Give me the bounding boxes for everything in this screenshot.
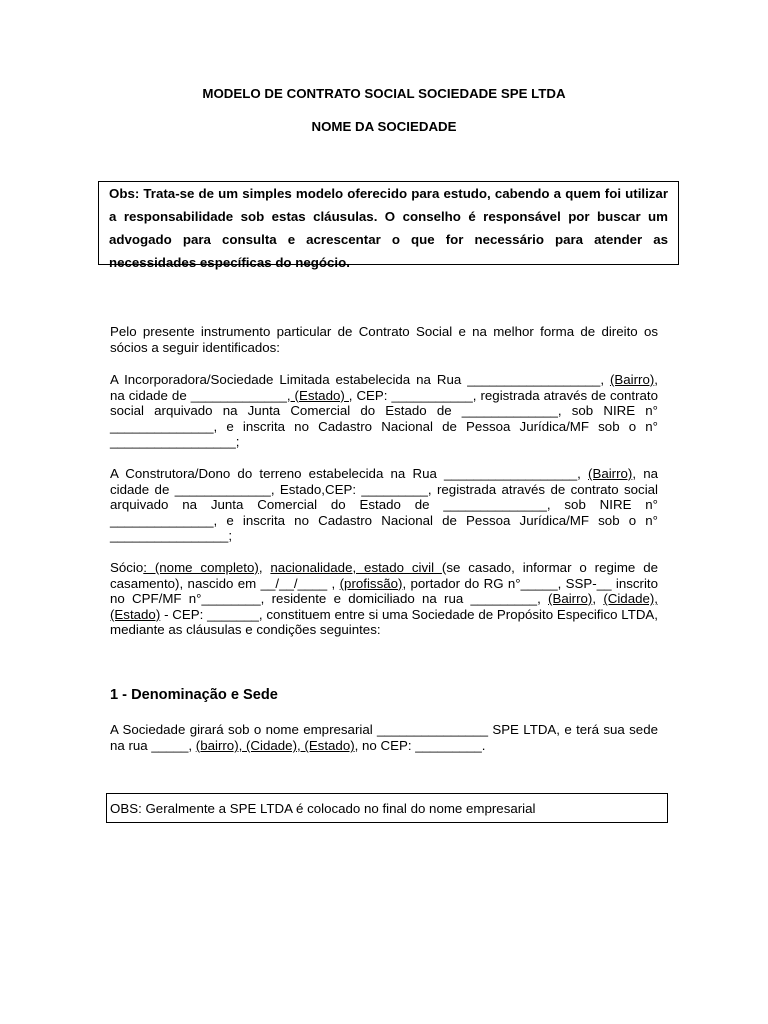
incorporadora-estado: (Estado) , — [290, 387, 353, 403]
incorporadora-text-1: A Incorporadora/Sociedade Limitada estabelecida na Rua __________________, — [110, 372, 605, 387]
section-heading-denominacao: 1 - Denominação e Sede — [110, 687, 278, 703]
socio-nacionalidade: nacionalidade, estado civil — [270, 560, 442, 575]
socio-text-5: , — [592, 591, 604, 607]
construtora-text-1: A Construtora/Dono do terreno estabelecida na Rua __________________, — [110, 466, 589, 481]
socio-text-3: (se casado, informar o regime de casamento), nascido em __/__/____ , — [110, 560, 658, 591]
socio-text-4: , portador do RG n°_____, SSP-__ inscrito no CPF/MF n°________, residente e domiciliado na rua _________, — [110, 575, 659, 607]
incorporadora-text-2: , na cidade de _____________, — [110, 372, 658, 403]
document-subtitle: NOME DA SOCIEDADE — [311, 119, 457, 134]
socio-profissao: (profissão) — [339, 575, 403, 591]
socio-paragraph — [110, 560, 658, 638]
incorporadora-paragraph — [110, 372, 658, 450]
obs-notice-box — [98, 181, 679, 270]
construtora-bairro: (Bairro) — [588, 466, 633, 481]
socio-nome: : (nome completo) — [143, 560, 259, 575]
obs-note-box — [106, 793, 668, 823]
sede-text-1: A Sociedade girará sob o nome empresarial _______________ SPE LTDA, e terá sua sede na rua _____, — [110, 722, 658, 753]
socio-bairro: (Bairro) — [548, 591, 593, 607]
intro-paragraph — [110, 324, 658, 355]
incorporadora-text-3: CEP: ___________, registrada através de contrato social arquivado na Junta Comercial do Estado de _____________, sob NIRE n° ______________, e inscrita no Cadastro Nacional de Pessoa Jurídica/MF sob o n° _________________; — [110, 387, 658, 450]
obs-note-text: OBS: Geralmente a SPE LTDA é colocado no final do nome empresarial — [110, 801, 536, 816]
obs-notice-text: Obs: Trata-se de um simples modelo oferecido para estudo, cabendo a quem foi utilizar a responsabilidade sob estas cláusulas. O conselho é responsável por buscar um advogado para consulta e acrescentar o que for necessário para atender as necessidades específicas do negócio. — [109, 186, 668, 270]
socio-text-2: , — [258, 560, 271, 575]
socio-text-6: - CEP: _______, constituem entre si uma Sociedade de Propósito Especifico LTDA, mediante as cláusulas e condições seguintes: — [110, 606, 658, 638]
incorporadora-bairro: (Bairro) — [609, 372, 655, 387]
construtora-paragraph — [110, 466, 658, 544]
socio-cidade-estado: (Cidade), (Estado) — [110, 591, 658, 622]
sede-local: (bairro), (Cidade), (Estado) — [195, 738, 355, 753]
document-title: MODELO DE CONTRATO SOCIAL SOCIEDADE SPE LTDA — [202, 86, 566, 101]
socio-text-1: Sócio — [110, 560, 144, 575]
intro-text: Pelo presente instrumento particular de Contrato Social e na melhor forma de direito os sócios a seguir identificados: — [110, 324, 658, 355]
construtora-text-2: , na cidade de _____________, Estado,CEP: _________, registrada através de contrato social arquivado na Junta Comercial do Estado de ______________, sob NIRE n° ______________, e inscrita no Cadastro Nacional de Pessoa Jurídica/MF sob o n° ________________; — [110, 466, 658, 544]
sede-text-2: , no CEP: _________. — [354, 738, 486, 753]
sede-paragraph — [110, 722, 658, 754]
